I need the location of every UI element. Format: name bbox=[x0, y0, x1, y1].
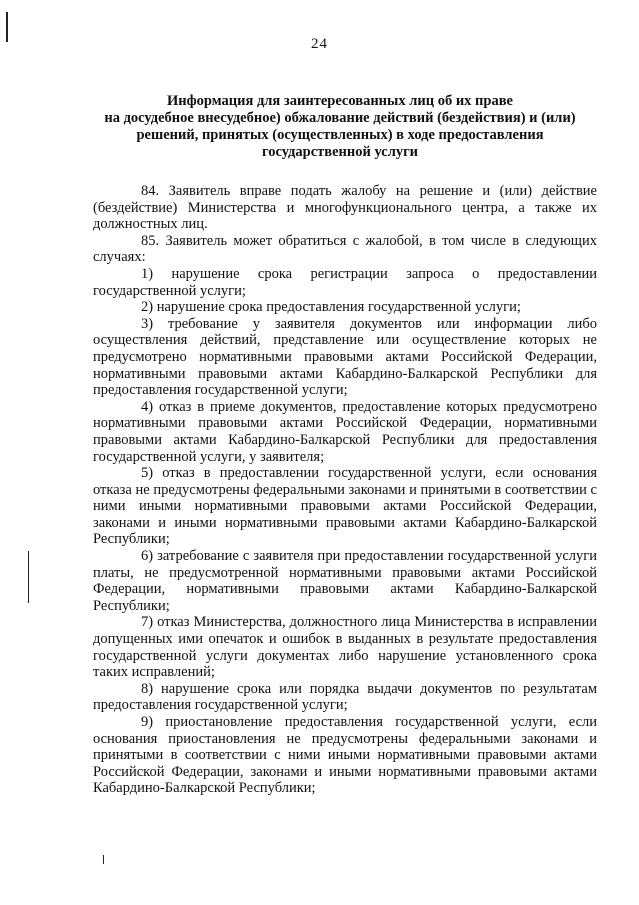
paragraph-85: 85. Заявитель может обратиться с жалобой, в том числе в следующих случаях: bbox=[93, 232, 597, 266]
heading-line: на досудебное внесудебное) обжалование действий (бездействия) и (или) bbox=[104, 110, 576, 126]
list-item-1: 1) нарушение срока регистрации запроса о предоставлении государственной услуги; bbox=[93, 265, 597, 299]
scan-mark-bottom-left bbox=[103, 855, 104, 864]
section-heading bbox=[90, 93, 590, 161]
heading-line: государственной услуги bbox=[261, 144, 419, 160]
list-item-3: 3) требование у заявителя документов или информации либо осуществления действий, представление или осуществление которых не предусмотрено нормативными правовыми актами Российской Федерации, нормативными правовыми актами Кабардино-Балкарской Республики для предоставления государственной услуги; bbox=[93, 315, 597, 399]
list-item-4: 4) отказ в приеме документов, предоставление которых предусмотрено нормативными правовыми актами Российской Федерации, нормативными правовыми актами Кабардино-Балкарской Республики для предоставления государственной услуги, у заявителя; bbox=[93, 398, 597, 465]
list-item-2: 2) нарушение срока предоставления государственной услуги; bbox=[141, 299, 521, 316]
scan-mark-left-middle bbox=[28, 551, 29, 603]
list-item-9: 9) приостановление предоставления государственной услуги, если основания приостановления не предусмотрены федеральными законами и принятыми в соответствии с ними иными нормативными правовыми актами Российской Федерации, законами и иными нормативными правовыми актами Кабардино-Балкарской Республики; bbox=[93, 714, 597, 797]
list-item-6: 6) затребование с заявителя при предоставлении государственной услуги платы, не предусмотренной нормативными правовыми актами Российской Федерации, нормативными правовыми актами Кабардино-Балкарской Республики; bbox=[93, 548, 597, 614]
heading-line: решений, принятых (осуществленных) в ходе предоставления bbox=[136, 127, 544, 143]
document-body bbox=[93, 183, 597, 797]
list-item-7: 7) отказ Министерства, должностного лица Министерства в исправлении допущенных ими опечаток и ошибок в выданных в результате предоставления государственной услуги документах либо нарушение установленного срока таких исправлений; bbox=[93, 614, 597, 681]
list-item-5: 5) отказ в предоставлении государственной услуги, если основания отказа не предусмотрены федеральными законами и принятыми в соответствии с ними иными нормативными правовыми актами Российской Федерации, законами и иными нормативными правовыми актами Кабардино-Балкарской Республики; bbox=[93, 465, 597, 548]
page-number: 24 bbox=[311, 36, 328, 52]
heading-line: Информация для заинтересованных лиц об их праве bbox=[167, 93, 513, 109]
list-item-8: 8) нарушение срока или порядка выдачи документов по результатам предоставления государственной услуги; bbox=[93, 680, 597, 714]
paragraph-84: 84. Заявитель вправе подать жалобу на решение и (или) действие (бездействие) Министерства и многофункционального центра, а также их должностных лиц. bbox=[93, 183, 597, 233]
